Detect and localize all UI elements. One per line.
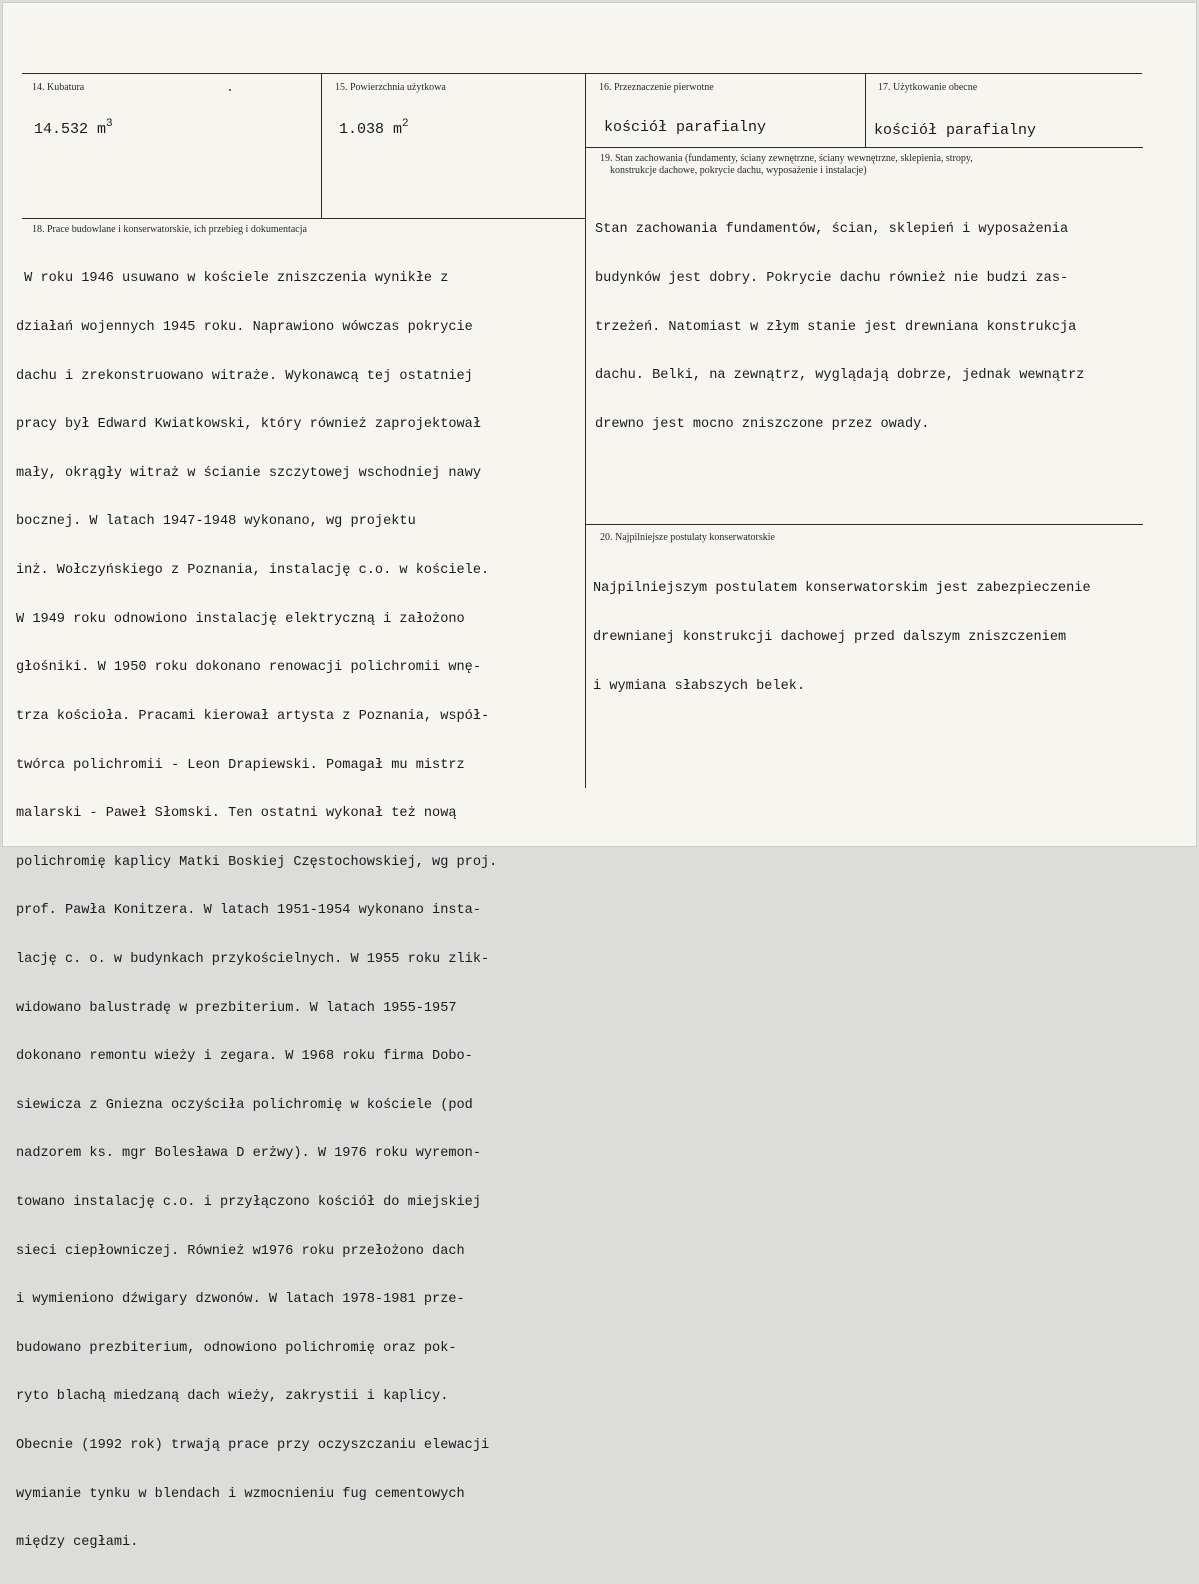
prace-line: głośniki. W 1950 roku dokonano renowacji polichromii wnę- xyxy=(16,660,481,676)
prace-line: działań wojennych 1945 roku. Naprawiono wówczas pokrycie xyxy=(16,320,473,336)
rule-above-20 xyxy=(585,524,1143,525)
stan-line: Stan zachowania fundamentów, ścian, sklepień i wyposażenia xyxy=(595,222,1069,238)
prace-line: pracy był Edward Kwiatkowski, który również zaprojektował xyxy=(16,417,481,433)
postulaty-text xyxy=(593,549,1091,727)
prace-line: lację c. o. w budynkach przykościelnych. W 1955 roku zlik- xyxy=(16,951,490,967)
prace-line: W 1949 roku odnowiono instalację elektryczną i założono xyxy=(16,611,465,627)
top-rule xyxy=(22,73,1142,74)
rule-under-14-15 xyxy=(22,218,586,219)
uzytkowanie-label: 17. Użytkowanie obecne xyxy=(878,82,978,93)
prace-line: sieci ciepłowniczej. Również w1976 roku przełożono dach xyxy=(16,1243,465,1259)
przeznaczenie-value: kościół parafialny xyxy=(604,119,767,136)
stan-line: dachu. Belki, na zewnątrz, wyglądają dobrze, jednak wewnątrz xyxy=(595,368,1085,384)
prace-line: polichromię kaplicy Matki Boskiej Częstochowskiej, wg proj. xyxy=(16,854,498,870)
powierzchnia-number: 1.038 m xyxy=(339,121,403,138)
prace-line: budowano prezbiterium, odnowiono polichromię oraz pok- xyxy=(16,1340,457,1356)
uzytkowanie-value: kościół parafialny xyxy=(874,122,1037,139)
prace-line: trza kościoła. Pracami kierował artysta z Poznania, współ- xyxy=(16,708,490,724)
prace-line: malarski - Paweł Słomski. Ten ostatni wykonał też nową xyxy=(16,806,457,822)
prace-line: wymianie tynku w blendach i wzmocnieniu fug cementowych xyxy=(16,1486,465,1502)
powierzchnia-label: 15. Powierzchnia użytkowa xyxy=(335,82,446,93)
prace-line: dokonano remontu wieży i zegara. W 1968 roku firma Dobo- xyxy=(16,1049,473,1065)
prace-line: między cegłami. xyxy=(16,1535,139,1551)
prace-text xyxy=(16,239,497,1584)
kubatura-value xyxy=(34,118,113,138)
stan-line: trzeżeń. Natomiast w złym stanie jest drewniana konstrukcja xyxy=(595,319,1077,335)
divider-16-17 xyxy=(865,73,866,147)
prace-line: siewicza z Gniezna oczyściła polichromię w kościele (pod xyxy=(16,1097,473,1113)
mark-dot xyxy=(229,89,231,91)
stan-line: budynków jest dobry. Pokrycie dachu również nie budzi zas- xyxy=(595,271,1069,287)
record-card xyxy=(2,2,1197,1551)
postulaty-label: 20. Najpilniejsze postulaty konserwatorskie xyxy=(600,532,775,543)
divider-14-15 xyxy=(321,73,322,219)
kubatura-unit-sup: 3 xyxy=(106,118,113,130)
divider-main xyxy=(585,73,586,788)
prace-label: 18. Prace budowlane i konserwatorskie, ich przebieg i dokumentacja xyxy=(32,224,307,235)
prace-line: dachu i zrekonstruowano witraże. Wykonawcą tej ostatniej xyxy=(16,368,473,384)
prace-line: Obecnie (1992 rok) trwają prace przy oczyszczaniu elewacji xyxy=(16,1438,490,1454)
prace-line: mały, okrągły witraż w ścianie szczytowej wschodniej nawy xyxy=(16,465,481,481)
przeznaczenie-label: 16. Przeznaczenie pierwotne xyxy=(599,82,714,93)
prace-line: twórca polichromii - Leon Drapiewski. Pomagał mu mistrz xyxy=(16,757,465,773)
prace-line: prof. Pawła Konitzera. W latach 1951-1954 wykonano insta- xyxy=(16,903,481,919)
prace-line: inż. Wołczyńskiego z Poznania, instalację c.o. w kościele. xyxy=(16,563,490,579)
prace-line: widowano balustradę w prezbiterium. W latach 1955-1957 xyxy=(16,1000,457,1016)
rule-under-16-17 xyxy=(585,147,1143,148)
prace-line: ryto blachą miedzaną dach wieży, zakrystii i kaplicy. xyxy=(16,1389,449,1405)
stan-label-line2: konstrukcje dachowe, pokrycie dachu, wyposażenie i instalacje) xyxy=(610,165,867,176)
postulaty-line: i wymiana słabszych belek. xyxy=(593,678,806,694)
stan-label-line1: 19. Stan zachowania (fundamenty, ściany zewnętrzne, ściany wewnętrzne, sklepienia, stropy, xyxy=(600,153,973,164)
postulaty-line: drewnianej konstrukcji dachowej przed dalszym zniszczeniem xyxy=(593,630,1067,646)
prace-line: W roku 1946 usuwano w kościele zniszczenia wynikłe z xyxy=(16,271,449,287)
prace-line: nadzorem ks. mgr Bolesława D erżwy). W 1976 roku wyremon- xyxy=(16,1146,481,1162)
prace-line: towano instalację c.o. i przyłączono kościół do miejskiej xyxy=(16,1194,481,1210)
kubatura-label: 14. Kubatura xyxy=(32,82,85,93)
prace-line: i wymieniono dźwigary dzwonów. W latach 1978-1981 prze- xyxy=(16,1292,465,1308)
kubatura-number: 14.532 m xyxy=(34,121,107,138)
powierzchnia-unit-sup: 2 xyxy=(402,118,409,130)
stan-line: drewno jest mocno zniszczone przez owady. xyxy=(595,416,930,432)
prace-line: bocznej. W latach 1947-1948 wykonano, wg projektu xyxy=(16,514,416,530)
postulaty-line: Najpilniejszym postulatem konserwatorskim jest zabezpieczenie xyxy=(593,581,1091,597)
powierzchnia-value xyxy=(339,118,409,138)
stan-text xyxy=(595,190,1084,465)
